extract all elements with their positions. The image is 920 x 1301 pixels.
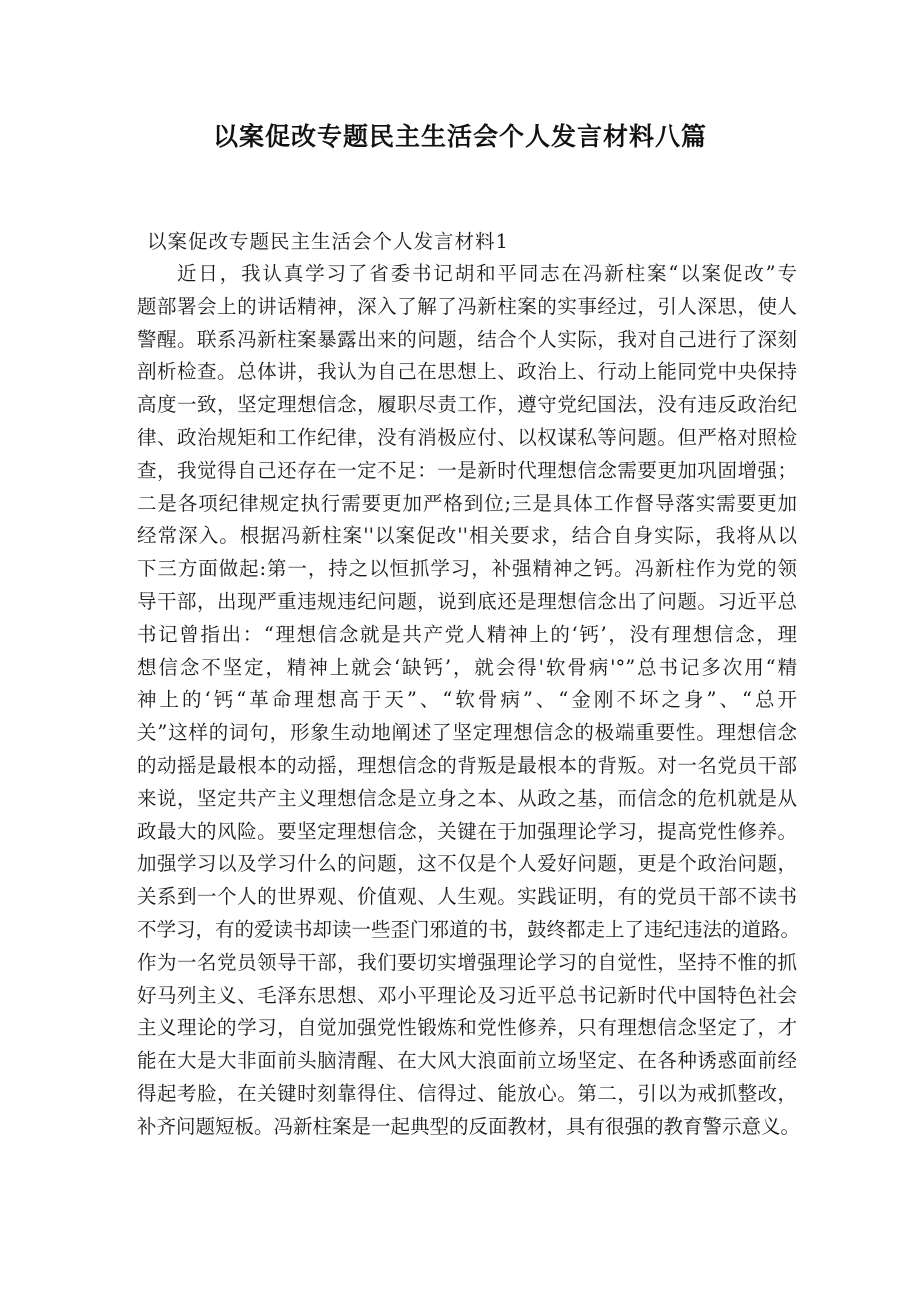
- text-line: 来说，坚定共产主义理想信念是立身之本、从政之基，而信念的危机就是从: [137, 786, 797, 810]
- text-line: 政最大的风险。要坚定理想信念，关键在于加强理论学习，提高党性修养。: [137, 819, 797, 843]
- text-line: 的动摇是最根本的动摇，理想信念的背叛是最根本的背叛。对一名党员干部: [137, 753, 797, 777]
- text-line: 下三方面做起:第一，持之以恒抓学习，补强精神之钙。冯新柱作为党的领: [137, 557, 797, 581]
- text-line: 想信念不坚定，精神上就会‘缺钙’，就会得'软骨病'°”总书记多次用“精: [137, 655, 797, 679]
- text-line: 高度一致，坚定理想信念，履职尽责工作，遵守党纪国法，没有违反政治纪: [137, 393, 797, 417]
- text-line: 查，我觉得自己还存在一定不足：一是新时代理想信念需要更加巩固增强；: [137, 458, 797, 482]
- text-line: 补齐问题短板。冯新柱案是一起典型的反面教材，具有很强的教育警示意义。: [137, 1114, 801, 1138]
- text-line: 书记曾指出：“理想信念就是共产党人精神上的‘钙’，没有理想信念，理: [137, 622, 797, 646]
- text-line: 不学习，有的爱读书却读一些歪门邪道的书，鼓终都走上了违纪违法的道路。: [137, 917, 801, 941]
- text-line: 好马列主义、毛泽东思想、邓小平理论及习近平总书记新时代中国特色社会: [137, 983, 797, 1007]
- section-heading: 以案促改专题民主生活会个人发言材料1: [147, 230, 509, 253]
- text-line: 关系到一个人的世界观、价值观、人生观。实践证明，有的党员干部不读书: [137, 885, 797, 909]
- text-line: 神上的‘钙“革命理想高于天”、“软骨病”、“金刚不坏之身”、“总开: [137, 688, 797, 712]
- text-line: 主义理论的学习，自觉加强党性锻炼和党性修养，只有理想信念坚定了，才: [137, 1016, 797, 1040]
- text-line: 近日，我认真学习了省委书记胡和平同志在冯新柱案“以案促改”专: [177, 262, 797, 285]
- text-line: 经常深入。根据冯新柱案''以案促改''相关要求，结合自身实际，我将从以: [137, 524, 797, 548]
- text-line: 题部署会上的讲话精神，深入了解了冯新柱案的实事经过，引人深思，使人: [137, 294, 797, 318]
- body-paragraph: [137, 258, 801, 1144]
- text-line: 得起考脸，在关键时刻靠得住、信得过、能放心。第二，引以为戒抓整改，: [137, 1081, 797, 1105]
- text-line: 律、政治规矩和工作纪律，没有消极应付、以权谋私等问题。但严格对照检: [137, 425, 797, 449]
- text-line: 能在大是大非面前头脑清醒、在大风大浪面前立场坚定、在各种诱惑面前经: [137, 1049, 797, 1073]
- text-line: 关”这样的词句，形象生动地阐述了坚定理想信念的极端重要性。理想信念: [137, 721, 797, 745]
- text-line: 作为一名党员领导干部，我们要切实增强理论学习的自觉性，坚持不惟的抓: [137, 950, 797, 974]
- text-line: 警醒。联系冯新柱案暴露出来的问题，结合个人实际，我对自己进行了深刻: [137, 327, 797, 351]
- text-line: 导干部，出现严重违规违纪问题，说到底还是理想信念出了问题。习近平总: [137, 589, 797, 613]
- text-line: 剖析检查。总体讲，我认为自己在思想上、政治上、行动上能同党中央保持: [137, 360, 797, 384]
- text-line: 二是各项纪律规定执行需要更加严格到位;三是具体工作督导落实需要更加: [137, 491, 797, 515]
- document-title: 以案促改专题民主生活会个人发言材料八篇: [212, 122, 707, 151]
- text-line: 加强学习以及学习什么的问题，这不仅是个人爱好问题，更是个政治问题，: [137, 852, 797, 876]
